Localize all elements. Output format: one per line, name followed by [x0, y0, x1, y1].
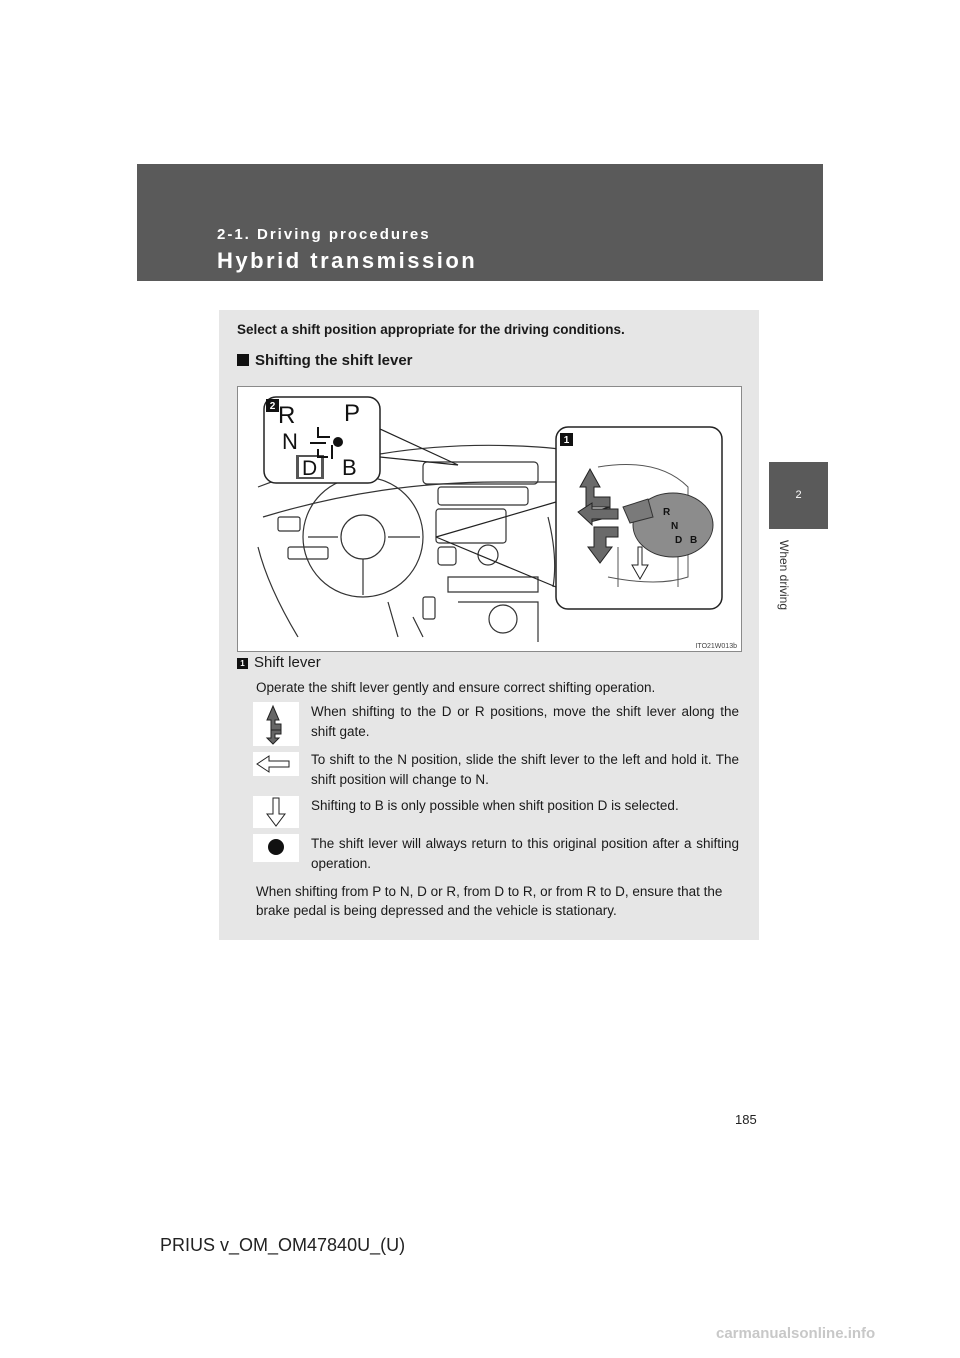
callout-1-label: 1	[563, 435, 570, 446]
down-arrow-icon	[253, 796, 299, 828]
item-number-badge: 1	[237, 658, 248, 669]
closing-text: When shifting from P to N, D or R, from D to R, or from R to D, ensure that the brake pedal is being depressed and the vehicle is stationary.	[256, 884, 723, 918]
legend-text: When shifting to the D or R positions, move the shift lever along the shift gate.	[311, 704, 739, 739]
subheading	[237, 352, 413, 369]
content-panel	[219, 310, 759, 940]
callout-2-label: 2	[269, 401, 276, 412]
footer-text: PRIUS v_OM_OM47840U_(U)	[160, 1235, 406, 1255]
page-title: Hybrid transmission	[217, 248, 478, 273]
watermark: carmanualsonline.info	[716, 1325, 876, 1342]
chapter-label: When driving	[777, 540, 791, 611]
shift-lever-figure	[237, 386, 742, 652]
item-heading-text: Shift lever	[254, 654, 321, 671]
dot-icon	[253, 834, 299, 862]
figure-code: ITO21W013b	[695, 643, 737, 650]
intro-text: Select a shift position appropriate for the driving conditions.	[237, 322, 625, 337]
gate-letter-p: P	[344, 400, 361, 427]
lever-letter-r: R	[663, 507, 671, 518]
gate-letter-n: N	[282, 429, 298, 454]
square-bullet-icon	[237, 354, 249, 366]
section-label: 2-1. Driving procedures	[217, 226, 431, 243]
lever-letter-b: B	[690, 535, 698, 546]
lever-letter-n: N	[671, 521, 679, 532]
dashboard-illustration	[238, 387, 741, 651]
section-header	[137, 164, 823, 281]
operate-text: Operate the shift lever gently and ensure correct shifting operation.	[256, 680, 656, 695]
gate-letter-b: B	[342, 455, 357, 480]
left-arrow-icon	[253, 752, 299, 776]
dr-arrows-icon	[253, 702, 299, 746]
legend-text: Shifting to B is only possible when shift position D is selected.	[311, 798, 679, 813]
gate-letter-r: R	[278, 402, 296, 429]
page-number: 185	[735, 1112, 757, 1127]
subheading-text: Shifting the shift lever	[255, 352, 413, 369]
lever-letter-d: D	[675, 535, 683, 546]
legend-text: The shift lever will always return to this original position after a shifting operation.	[311, 836, 739, 871]
chapter-tab: 2	[769, 462, 828, 529]
item-heading	[237, 654, 321, 671]
gate-letter-d: D	[302, 457, 318, 480]
legend-text: To shift to the N position, slide the shift lever to the left and hold it. The shift position will change to N.	[311, 752, 739, 787]
